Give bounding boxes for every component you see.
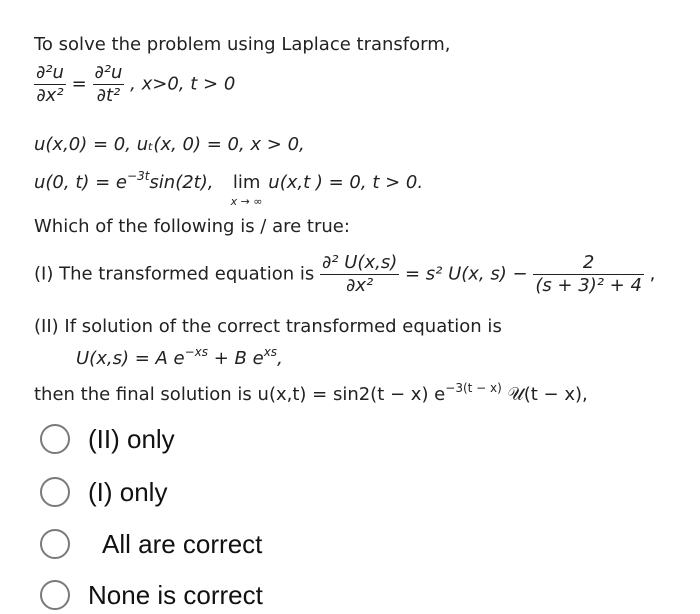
pde-equation — [34, 62, 235, 107]
option-label: (I) only — [88, 476, 168, 507]
final-a: then the final solution is u(x,t) = sin2(t − x) e — [34, 384, 446, 405]
statement-2: (II) If solution of the correct transformed equation is — [34, 316, 502, 337]
stmt2-eq-b: + B e — [208, 348, 264, 369]
stmt1-frac-num: ∂² U(x,s) — [322, 252, 398, 273]
pde-rhs-den: ∂t² — [96, 85, 121, 106]
statement-2-equation — [76, 345, 283, 370]
pde-rhs-num: ∂²u — [94, 62, 123, 83]
option-label: None is correct — [88, 579, 263, 610]
radio-button[interactable] — [40, 580, 70, 610]
radio-button[interactable] — [40, 477, 70, 507]
stmt2-exp-b: xs — [263, 345, 278, 359]
initial-conditions: u(x,0) = 0, uₜ(x, 0) = 0, x > 0, — [34, 134, 305, 155]
lim-under: x → ∞ — [230, 195, 263, 208]
boundary-conditions — [34, 169, 424, 208]
limit-expression — [231, 172, 263, 208]
pde-lhs-fraction — [34, 62, 66, 107]
stmt2-eq-c: , — [277, 348, 283, 369]
option-i-only[interactable] — [40, 475, 167, 509]
statement-1 — [34, 252, 655, 297]
option-label: All are correct — [102, 528, 263, 559]
stmt1-end: , — [649, 263, 656, 285]
bc-right: u(x,t ) = 0, t > 0. — [268, 172, 424, 193]
bc-exponent: −3t — [127, 169, 150, 183]
stmt1-fraction-2 — [533, 252, 644, 297]
intro-text: To solve the problem using Laplace transform, — [34, 34, 451, 55]
final-solution — [34, 381, 588, 406]
stmt1-frac2-num: 2 — [582, 252, 595, 273]
pde-lhs-num: ∂²u — [36, 62, 64, 83]
stmt2-eq-a: U(x,s) = A e — [76, 348, 185, 369]
pde-eq-sign: = — [71, 73, 87, 95]
stmt1-text: (I) The transformed equation is — [34, 263, 315, 285]
final-b: 𝒰(t − x), — [501, 384, 588, 405]
option-label: (II) only — [88, 423, 175, 454]
which-prompt: Which of the following is / are true: — [34, 216, 350, 237]
pde-lhs-den: ∂x² — [36, 85, 64, 106]
pde-rhs-fraction — [93, 62, 125, 107]
stmt1-mid: = s² U(x, s) − — [404, 263, 528, 285]
radio-button[interactable] — [40, 529, 70, 559]
radio-button[interactable] — [40, 424, 70, 454]
option-none-correct[interactable] — [40, 578, 263, 612]
option-ii-only[interactable] — [40, 422, 175, 456]
pde-domain: , x>0, t > 0 — [130, 73, 236, 95]
bc-left: u(0, t) = e — [34, 172, 128, 193]
stmt1-frac2-den: (s + 3)² + 4 — [535, 275, 642, 296]
bc-mid: sin(2t), — [149, 172, 214, 193]
lim-word: lim — [232, 172, 261, 193]
option-all-correct[interactable] — [40, 527, 262, 561]
stmt1-fraction — [320, 252, 399, 297]
stmt1-frac-den: ∂x² — [346, 275, 374, 296]
final-exp: −3(t − x) — [445, 381, 502, 395]
stmt2-exp-a: −xs — [184, 345, 209, 359]
